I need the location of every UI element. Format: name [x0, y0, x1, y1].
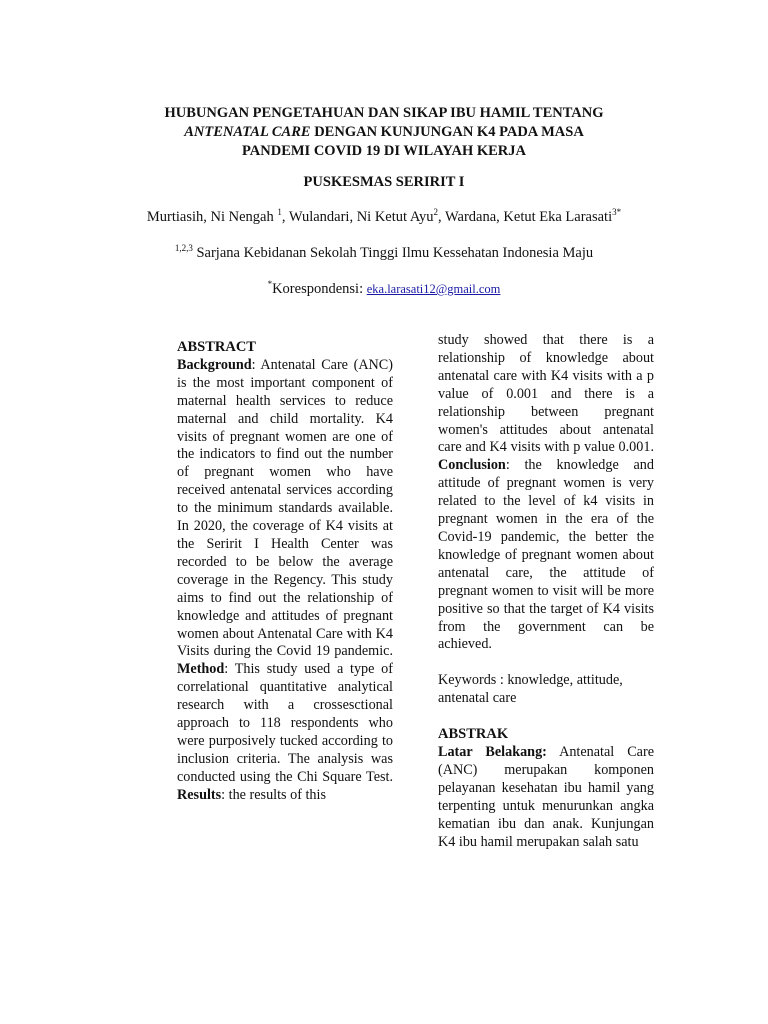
title-line-3: PANDEMI COVID 19 DI WILAYAH KERJA: [242, 143, 526, 159]
abstract-continued: [438, 332, 654, 654]
email-link[interactable]: eka.larasati12@gmail.com: [366, 282, 501, 296]
author-1-sup: 1: [277, 207, 282, 218]
latar-belakang-text: Antenatal Care (ANC) merupakan komponen pelayanan kesehatan ibu hamil yang terpenting untuk menurunkan angka kematian ibu dan anak. Kunjungan K4 ibu hamil merupakan salah satu: [438, 744, 654, 850]
results-text: : the results of this: [221, 786, 326, 803]
abstrak-paragraph: [438, 744, 654, 851]
background-text: : Antenatal Care (ANC) is the most important component of maternal health services to reduce maternal and child mortality. K4 visits of pregnant women are one of the indicators to find out the number of pregnant women who have received antenatal services according to the minimum standards available. In 2020, the coverage of K4 visits at the Seririt I Health Center was recorded to be below the average coverage in the Regency. This study aims to find out the relationship of knowledge and attitudes of pregnant women about Antenatal Care with K4 Visits during the Covid 19 pandemic.: [177, 356, 393, 660]
title-line-4: PUSKESMAS SERIRIT I: [303, 174, 465, 190]
abstract-heading: ABSTRACT: [177, 339, 256, 355]
correspondence-label: Korespondensi:: [272, 281, 367, 297]
author-3-sup: 3*: [612, 207, 622, 218]
right-column: [438, 332, 654, 851]
method-text: : This study used a type of correlational quantitative analytical research with a crossesctional approach to 118 respondents who were purposively tucked according to inclusion criteria. The analysis was conducted using the Chi Square Test.: [177, 661, 393, 785]
background-label: Background: [177, 356, 252, 373]
author-list: [0, 209, 768, 226]
title-line-1: HUBUNGAN PENGETAHUAN DAN SIKAP IBU HAMIL TENTANG: [164, 105, 604, 121]
affiliation: [0, 245, 768, 262]
results-continued: study showed that there is a relationship of knowledge about antenatal care with K4 visits with a p value of 0.001 and there is a relationship between pregnant women's attitudes about antenatal care and K4 visits with p value 0.001.: [438, 332, 654, 456]
keywords: Keywords : knowledge, attitude, antenatal care: [438, 672, 623, 707]
author-2-sup: 2: [433, 207, 439, 218]
author-1: Murtiasih, Ni Nengah: [146, 209, 278, 225]
conclusion-label: Conclusion: [438, 457, 506, 474]
title-line-2: [0, 123, 768, 142]
abstract-paragraph: [177, 357, 393, 805]
affiliation-text: Sarjana Kebidanan Sekolah Tinggi Ilmu Kessehatan Indonesia Maju: [192, 245, 594, 261]
conclusion-text: : the knowledge and attitude of pregnant women is very related to the level of k4 visits in pregnant women in the era of the Covid-19 pandemic, the better the knowledge of pregnant women about antenatal care, the attitude of pregnant women to visit will be more positive so that the target of K4 visits from the government can be achieved.: [438, 457, 654, 653]
method-label: Method: [177, 661, 225, 678]
latar-belakang-label: Latar Belakang:: [438, 744, 547, 761]
affiliation-sup: 1,2,3: [174, 243, 193, 254]
paper-title: [0, 104, 768, 161]
correspondence: [0, 281, 768, 298]
title-italic-term: ANTENATAL CARE: [184, 124, 311, 140]
author-2: , Wulandari, Ni Ketut Ayu: [281, 209, 434, 225]
left-column: [177, 339, 393, 805]
abstrak-heading: ABSTRAK: [438, 726, 509, 743]
results-label: Results: [177, 786, 222, 803]
title-line-2-rest: DENGAN KUNJUNGAN K4 PADA MASA: [310, 124, 584, 140]
author-3: , Wardana, Ketut Eka Larasati: [438, 209, 613, 225]
correspondence-sup: *: [267, 279, 273, 290]
